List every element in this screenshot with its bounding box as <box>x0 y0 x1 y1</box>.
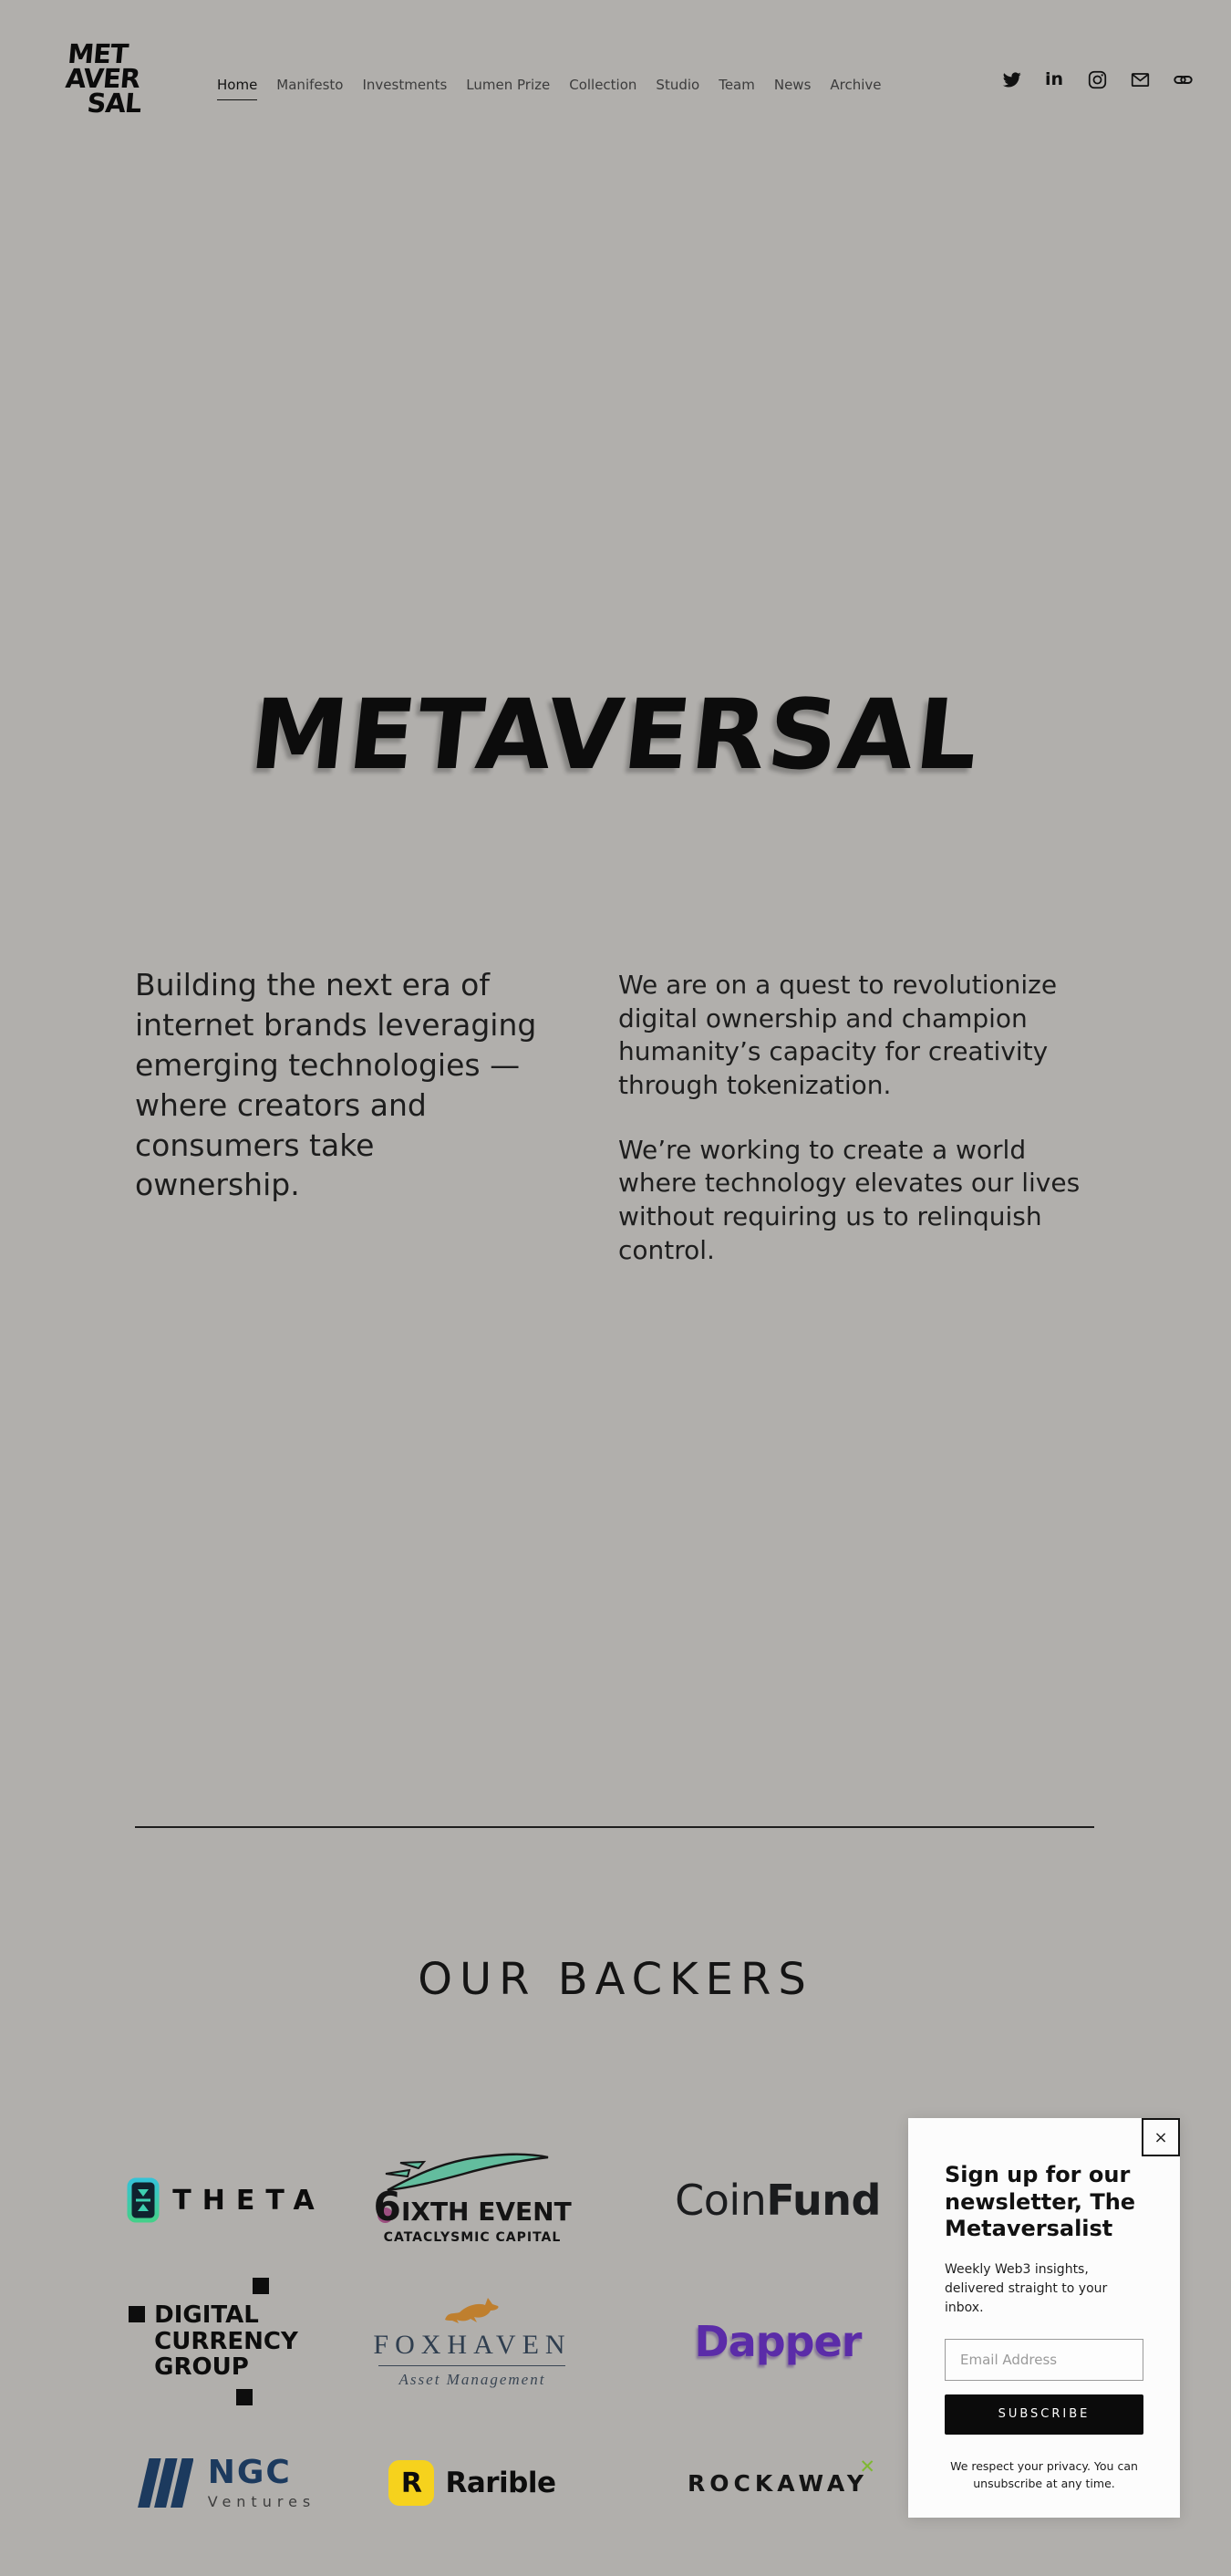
backer-foxhaven <box>373 2295 571 2389</box>
section-divider <box>135 1826 1094 1828</box>
backer-digital-currency-group <box>154 2302 298 2381</box>
intro-left-text: Building the next era of internet brands leveraging emerging technologies — where creators and consumers take ownership. <box>135 967 537 1203</box>
nav-item-investments[interactable]: Investments <box>362 77 448 93</box>
nav-item-home[interactable]: Home <box>217 77 257 100</box>
sixth-event-subtitle: CATACLYSMIC CAPITAL <box>383 2229 562 2245</box>
dcg-square <box>129 2306 145 2322</box>
newsletter-subtitle: Weekly Web3 insights, delivered straight to your inbox. <box>945 2261 1108 2315</box>
backer-dapper: Dapper <box>694 2317 862 2366</box>
backers-heading: OUR BACKERS <box>418 1954 813 2005</box>
nav-item-news[interactable]: News <box>773 77 812 93</box>
rockaway-x-icon: ✕ <box>859 2455 875 2477</box>
logo-line-1: MET <box>66 38 129 69</box>
dcg-wordmark: DIGITAL CURRENCY GROUP <box>154 2301 298 2382</box>
rockaway-label: ROCKAWAY <box>688 2469 868 2497</box>
newsletter-privacy-note: We respect your privacy. You can unsubscribe at any time. <box>950 2458 1138 2490</box>
backer-rockaway <box>688 2455 875 2497</box>
sixth-event-wordline <box>373 2183 572 2230</box>
nav-item-collection[interactable]: Collection <box>569 77 637 93</box>
coinfund-regular: Coin <box>675 2176 767 2225</box>
close-icon[interactable]: × <box>1142 2118 1180 2156</box>
email-icon[interactable] <box>1130 69 1150 89</box>
twitter-icon[interactable] <box>1001 69 1021 89</box>
backer-rarible <box>388 2460 555 2506</box>
nav-item-lumen-prize[interactable]: Lumen Prize <box>466 77 551 93</box>
link-icon[interactable] <box>1173 69 1193 89</box>
foxhaven-label: FOXHAVEN <box>373 2329 572 2360</box>
coinfund-bold: Fund <box>766 2176 881 2225</box>
email-input[interactable] <box>945 2339 1143 2381</box>
newsletter-body <box>908 2118 1180 2492</box>
site-header <box>0 0 1231 155</box>
fox-icon <box>442 2295 502 2328</box>
newsletter-title: Sign up for our newsletter, The Metaversalist <box>945 2162 1136 2242</box>
intro-right-paragraph-2: We’re working to create a world where technology elevates our lives without requiring us to relinquish control. <box>618 1134 1081 1265</box>
main-nav <box>217 77 882 100</box>
backer-sixth-event <box>373 2156 571 2245</box>
newsletter-modal <box>908 2118 1180 2518</box>
intro-right-paragraph-1: We are on a quest to revolutionize digital ownership and champion humanity’s capacity for creativity through tokenization. <box>618 970 1058 1101</box>
ngc-bars-icon <box>137 2457 193 2509</box>
rarible-tile-icon: R <box>388 2460 434 2506</box>
nav-item-archive[interactable]: Archive <box>830 77 882 93</box>
comet-icon <box>382 2151 551 2193</box>
site-logo[interactable] <box>62 38 146 119</box>
backer-theta <box>127 2177 325 2223</box>
linkedin-icon[interactable]: in <box>1044 69 1064 89</box>
backer-ngc-ventures <box>137 2453 316 2510</box>
ngc-label: NGC <box>207 2453 292 2491</box>
hero-wordmark: METAVERSAL <box>245 679 986 791</box>
theta-icon <box>127 2177 160 2223</box>
subscribe-button[interactable]: SUBSCRIBE <box>945 2394 1143 2435</box>
intro-section <box>135 965 1094 1267</box>
dcg-square <box>236 2389 253 2405</box>
social-links <box>1001 69 1193 89</box>
ngc-subtitle: Ventures <box>207 2492 316 2510</box>
logo-line-3: SAL <box>86 88 142 119</box>
nav-item-studio[interactable]: Studio <box>656 77 700 93</box>
backer-coinfund <box>675 2176 881 2225</box>
sixth-event-label: IXTH EVENT <box>400 2196 572 2227</box>
backers-grid <box>135 2145 928 2538</box>
logo-line-2: AVER <box>64 63 141 94</box>
rarible-label: Rarible <box>445 2467 556 2499</box>
foxhaven-subtitle: Asset Management <box>398 2370 546 2388</box>
nav-item-team[interactable]: Team <box>719 77 755 93</box>
nav-item-manifesto[interactable]: Manifesto <box>276 77 344 93</box>
dcg-square <box>253 2278 269 2294</box>
intro-right-text <box>618 965 1094 1267</box>
instagram-icon[interactable] <box>1087 69 1107 89</box>
sixth-event-six: 6 <box>373 2183 401 2230</box>
foxhaven-divider <box>378 2365 565 2366</box>
theta-label: THETA <box>172 2184 326 2217</box>
